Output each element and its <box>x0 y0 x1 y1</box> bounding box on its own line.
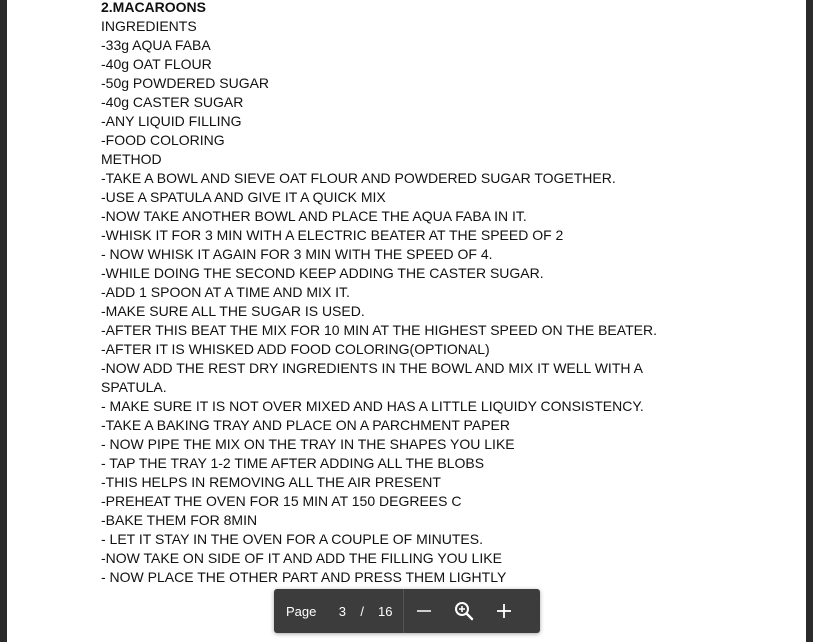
text-line: -WHISK IT FOR 3 MIN WITH A ELECTRIC BEATER AT THE SPEED OF 2 <box>101 227 564 243</box>
zoom-in-button[interactable] <box>484 589 524 633</box>
text-line: - NOW WHISK IT AGAIN FOR 3 MIN WITH THE SPEED OF 4. <box>101 246 493 262</box>
text-line: -50g POWDERED SUGAR <box>101 75 270 91</box>
document-page <box>7 0 806 642</box>
text-line: -ANY LIQUID FILLING <box>101 113 242 129</box>
text-line: - MAKE SURE IT IS NOT OVER MIXED AND HAS A LITTLE LIQUIDY CONSISTENCY. <box>101 398 644 414</box>
text-line: -AFTER THIS BEAT THE MIX FOR 10 MIN AT THE HIGHEST SPEED ON THE BEATER. <box>101 322 657 338</box>
text-line: -AFTER IT IS WHISKED ADD FOOD COLORING(OPTIONAL) <box>101 341 490 357</box>
text-line: -NOW ADD THE REST DRY INGREDIENTS IN THE BOWL AND MIX IT WELL WITH A <box>101 360 643 376</box>
current-page-input[interactable]: 3 <box>338 603 346 619</box>
text-line: SPATULA. <box>101 379 167 395</box>
section-heading-method: METHOD <box>101 151 162 167</box>
text-line: -BAKE THEM FOR 8MIN <box>101 512 258 528</box>
zoom-out-button[interactable] <box>404 589 444 633</box>
zoom-icon <box>454 601 474 621</box>
plus-icon <box>496 603 512 619</box>
text-line: -NOW TAKE ON SIDE OF IT AND ADD THE FILLING YOU LIKE <box>101 550 502 566</box>
page-toolbar <box>274 589 540 633</box>
text-line: -MAKE SURE ALL THE SUGAR IS USED. <box>101 303 365 319</box>
text-line: -FOOD COLORING <box>101 132 225 148</box>
text-line: -TAKE A BOWL AND SIEVE OAT FLOUR AND POWDERED SUGAR TOGETHER. <box>101 170 616 186</box>
text-line: -40g OAT FLOUR <box>101 56 212 72</box>
fit-to-page-button[interactable] <box>444 589 484 633</box>
text-line: -TAKE A BAKING TRAY AND PLACE ON A PARCHMENT PAPER <box>101 417 510 433</box>
text-line: -THIS HELPS IN REMOVING ALL THE AIR PRESENT <box>101 474 441 490</box>
section-heading-ingredients: INGREDIENTS <box>101 18 197 34</box>
text-line: - LET IT STAY IN THE OVEN FOR A COUPLE OF MINUTES. <box>101 531 483 547</box>
text-line: - NOW PLACE THE OTHER PART AND PRESS THEM LIGHTLY <box>101 569 507 585</box>
recipe-title: 2.MACAROONS <box>101 0 207 15</box>
text-line: - TAP THE TRAY 1-2 TIME AFTER ADDING ALL THE BLOBS <box>101 455 485 471</box>
page-separator: / <box>360 603 364 619</box>
text-line: -USE A SPATULA AND GIVE IT A QUICK MIX <box>101 189 386 205</box>
page-label: Page <box>286 603 317 619</box>
document-text <box>101 0 657 587</box>
text-line: -ADD 1 SPOON AT A TIME AND MIX IT. <box>101 284 350 300</box>
text-line: -NOW TAKE ANOTHER BOWL AND PLACE THE AQUA FABA IN IT. <box>101 208 527 224</box>
total-pages: 16 <box>378 603 393 619</box>
text-line: -PREHEAT THE OVEN FOR 15 MIN AT 150 DEGREES C <box>101 493 462 509</box>
text-line: -40g CASTER SUGAR <box>101 94 244 110</box>
text-line: -33g AQUA FABA <box>101 37 211 53</box>
page-indicator <box>274 589 403 633</box>
minus-icon <box>416 603 432 619</box>
text-line: -WHILE DOING THE SECOND KEEP ADDING THE CASTER SUGAR. <box>101 265 544 281</box>
text-line: - NOW PIPE THE MIX ON THE TRAY IN THE SHAPES YOU LIKE <box>101 436 515 452</box>
